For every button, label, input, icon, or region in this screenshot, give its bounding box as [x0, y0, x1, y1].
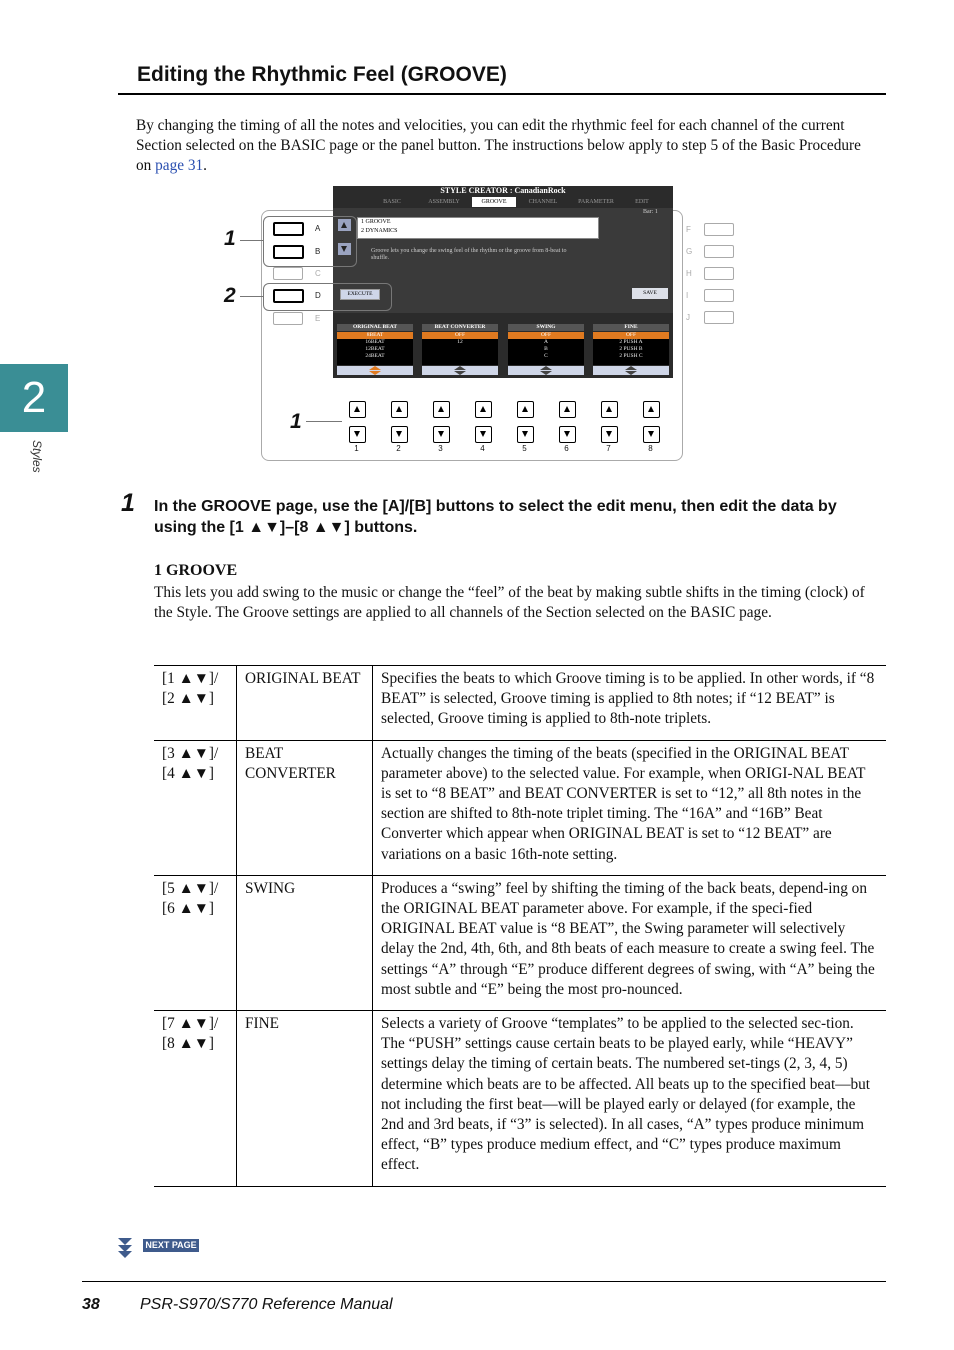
- button-8-down[interactable]: [643, 426, 660, 443]
- edit-menu-list: [357, 217, 599, 239]
- callout-box-ab: [263, 216, 357, 267]
- parameter-table: [154, 665, 886, 1187]
- button-2-down[interactable]: [391, 426, 408, 443]
- up-down-arrows-icon: [508, 366, 584, 375]
- button-c[interactable]: [273, 267, 303, 280]
- param-values: [337, 332, 413, 365]
- table-row: [154, 1011, 886, 1187]
- param-value: 16BEAT: [365, 339, 385, 345]
- table-cell-desc: Produces a “swing” feel by shifting the timing of the back beats, depend-ing on the ORIGINAL BEAT parameter above. For example, if the speci-fied ORIGINAL BEAT value is “8 BEAT”, the Swing parameter will selectively delay the 2nd, 4th, 6th, and 8th beats of each measure to create a swing feel. The settings “A” through “E” produce different degrees of swing, with “A” being the most subtle and “E” being the most pro-nounced.: [373, 875, 887, 1010]
- lcd-tab-basic[interactable]: BASIC: [383, 199, 401, 205]
- table-cell-param: SWING: [237, 875, 373, 1010]
- up-down-arrows-icon: [337, 366, 413, 375]
- param-value: OFF: [593, 332, 669, 339]
- table-cell-desc: Specifies the beats to which Groove timing is to be applied. In other words, if “8 BEAT” is selected, Groove timing is applied to 8th notes; if “12 BEAT” is selected, Groove timing is applied to 8th-note triplets.: [373, 666, 887, 741]
- button-g[interactable]: [704, 245, 734, 258]
- page-link[interactable]: page 31: [155, 157, 204, 174]
- button-4-up[interactable]: [475, 401, 492, 418]
- groove-body: This lets you add swing to the music or change the “feel” of the beat by making subtle shifts in the timing (clock) of the Style. The Groove settings are applied to all channels of the Section selected on the BASIC page.: [154, 584, 865, 621]
- button-b-label: B: [315, 247, 321, 256]
- intro-paragraph: [136, 116, 876, 176]
- param-value: 12BEAT: [365, 346, 385, 352]
- lcd-tab-channel[interactable]: CHANNEL: [528, 199, 558, 205]
- param-values: [593, 332, 669, 365]
- button-6-label: 6: [564, 444, 569, 453]
- next-page-badge[interactable]: NEXT PAGE: [143, 1239, 199, 1252]
- param-value: [422, 346, 498, 353]
- table-cell-buttons: [3 ▲▼]/ [4 ▲▼]: [154, 740, 237, 875]
- table-cell-param: BEAT CONVERTER: [237, 740, 373, 875]
- button-j[interactable]: [704, 311, 734, 324]
- button-1-down[interactable]: [349, 426, 366, 443]
- lcd-tab-parameter[interactable]: PARAMETER: [578, 199, 614, 205]
- callout-line: [240, 296, 263, 297]
- button-7-label: 7: [606, 444, 611, 453]
- button-2-label: 2: [396, 444, 401, 453]
- button-h-label: H: [686, 269, 692, 278]
- button-6-up[interactable]: [559, 401, 576, 418]
- param-value: B: [544, 346, 548, 352]
- callout-number: 1: [224, 227, 236, 250]
- button-i-label: I: [686, 291, 689, 300]
- param-head: ORIGINAL BEAT: [337, 324, 413, 331]
- param-value: OFF: [508, 332, 584, 339]
- button-6-down[interactable]: [559, 426, 576, 443]
- table-row: [154, 740, 886, 875]
- table-cell-param: FINE: [237, 1011, 373, 1187]
- button-5-label: 5: [522, 444, 527, 453]
- button-d-label: D: [315, 291, 321, 300]
- button-f[interactable]: [704, 223, 734, 236]
- button-h[interactable]: [704, 267, 734, 280]
- param-values: [508, 332, 584, 365]
- callout-line: [306, 421, 342, 422]
- callout-number: 2: [224, 284, 236, 307]
- param-swing: [508, 324, 584, 376]
- lcd-tab-groove[interactable]: GROOVE: [472, 197, 516, 207]
- title-rule: [118, 93, 886, 95]
- intro-text: By changing the timing of all the notes and velocities, you can edit the rhythmic feel for each channel of the current Section selected on the BASIC page or the panel button. The instructions below apply to step 5 of the Basic Procedure on: [136, 117, 861, 174]
- param-value: [422, 353, 498, 360]
- table-cell-desc: Selects a variety of Groove “templates” to be applied to the selected sec-tion. The “PUSH” settings cause certain beats to be played early, while “HEAVY” settings delay the timing of certain beats. The numbered set-tings (2, 3, 4, 5) determine which beats are to be affected. All beats up to the specified beat—but not including the first beat—will be played early or delayed (for example, the 2nd and 3rd beats, if “3” is selected). In all cases, “A” types produce minimum effect, “B” types produce medium effect, and “C” types produce maximum effect.: [373, 1011, 887, 1187]
- button-2-up[interactable]: [391, 401, 408, 418]
- button-1-up[interactable]: [349, 401, 366, 418]
- table-cell-desc: Actually changes the timing of the beats (specified in the ORIGINAL BEAT parameter above) to the selected value. For example, when ORIGI-NAL BEAT is set to “8 BEAT” and BEAT CONVERTER is set to “12,” all 8th notes in the section are shifted to 8th-note triplet timing. The “16A” and “16B” Beat Converter which appear when ORIGINAL BEAT is set to “12 BEAT” are variations on a basic 16th-note setting.: [373, 740, 887, 875]
- button-4-label: 4: [480, 444, 485, 453]
- param-value: 24BEAT: [365, 353, 385, 359]
- param-head: FINE: [593, 324, 669, 331]
- next-page-arrow-icon[interactable]: [117, 1237, 143, 1259]
- callout-number: 1: [290, 410, 302, 433]
- step-instruction: In the GROOVE page, use the [A]/[B] buttons to select the edit menu, then edit the data by using the [1 ▲▼]–[8 ▲▼] buttons.: [154, 498, 837, 536]
- save-button[interactable]: SAVE: [632, 288, 668, 299]
- bar-label: Bar:: [643, 209, 654, 215]
- table-cell-buttons: [5 ▲▼]/ [6 ▲▼]: [154, 875, 237, 1010]
- groove-description: Groove lets you change the swing feel of the rhythm or the groove from 8-beat to shuffle.: [371, 248, 567, 261]
- param-fine: [593, 324, 669, 376]
- button-7-down[interactable]: [601, 426, 618, 443]
- param-value: 2 PUSH C: [619, 353, 643, 359]
- execute-button[interactable]: EXECUTE: [340, 289, 380, 300]
- param-value: 2 PUSH A: [619, 339, 643, 345]
- param-value: 2 PUSH B: [619, 346, 643, 352]
- callout-line: [240, 240, 263, 241]
- button-5-up[interactable]: [517, 401, 534, 418]
- bar-value: 1: [654, 209, 658, 215]
- param-value: OFF: [422, 332, 498, 339]
- manual-title: PSR-S970/S770 Reference Manual: [140, 1296, 393, 1313]
- bar-indicator: [643, 209, 658, 215]
- button-7-up[interactable]: [601, 401, 618, 418]
- page-number: 38: [82, 1296, 100, 1313]
- param-original-beat: [337, 324, 413, 376]
- param-value: 8BEAT: [337, 332, 413, 339]
- param-value: C: [544, 353, 548, 359]
- param-value: A: [544, 339, 548, 345]
- footer-rule: [82, 1281, 886, 1282]
- table-row: [154, 875, 886, 1010]
- button-3-up[interactable]: [433, 401, 450, 418]
- section-title: Editing the Rhythmic Feel (GROOVE): [137, 63, 507, 86]
- button-5-down[interactable]: [517, 426, 534, 443]
- button-g-label: G: [686, 247, 693, 256]
- button-c-label: C: [315, 269, 321, 278]
- param-value: 12: [457, 339, 463, 345]
- button-8-up[interactable]: [643, 401, 660, 418]
- table-cell-buttons: [1 ▲▼]/ [2 ▲▼]: [154, 666, 237, 741]
- button-1-label: 1: [354, 444, 359, 453]
- button-e-label: E: [315, 314, 321, 323]
- button-3-down[interactable]: [433, 426, 450, 443]
- button-8-label: 8: [648, 444, 653, 453]
- button-i[interactable]: [704, 289, 734, 302]
- lcd-screen: [333, 186, 673, 378]
- lcd-tab-edit[interactable]: EDIT: [635, 199, 649, 205]
- up-down-arrows-icon: [593, 366, 669, 375]
- callout-box-d: [263, 283, 392, 311]
- button-f-label: F: [686, 225, 691, 234]
- up-down-arrows-icon: [422, 366, 498, 375]
- table-cell-buttons: [7 ▲▼]/ [8 ▲▼]: [154, 1011, 237, 1187]
- menu-item-dynamics[interactable]: 2 DYNAMICS: [361, 228, 398, 234]
- param-values: [422, 332, 498, 365]
- button-e[interactable]: [273, 312, 303, 325]
- intro-text-end: .: [203, 157, 207, 174]
- lcd-tab-assembly[interactable]: ASSEMBLY: [428, 199, 460, 205]
- button-3-label: 3: [438, 444, 443, 453]
- button-4-down[interactable]: [475, 426, 492, 443]
- param-head: BEAT CONVERTER: [422, 324, 498, 331]
- menu-item-groove[interactable]: 1 GROOVE: [361, 219, 391, 225]
- table-row: [154, 666, 886, 741]
- lcd-title: STYLE CREATOR : CanadianRock: [440, 186, 566, 195]
- button-a-label: A: [315, 224, 321, 233]
- chapter-side-label: [22, 440, 52, 500]
- chapter-name: Styles: [30, 440, 44, 473]
- step-number: 1: [121, 489, 135, 517]
- table-cell-param: ORIGINAL BEAT: [237, 666, 373, 741]
- button-j-label: J: [686, 313, 690, 322]
- chapter-tab[interactable]: 2: [0, 364, 68, 432]
- groove-heading: 1 GROOVE: [154, 562, 238, 579]
- param-beat-converter: [422, 324, 498, 376]
- param-head: SWING: [508, 324, 584, 331]
